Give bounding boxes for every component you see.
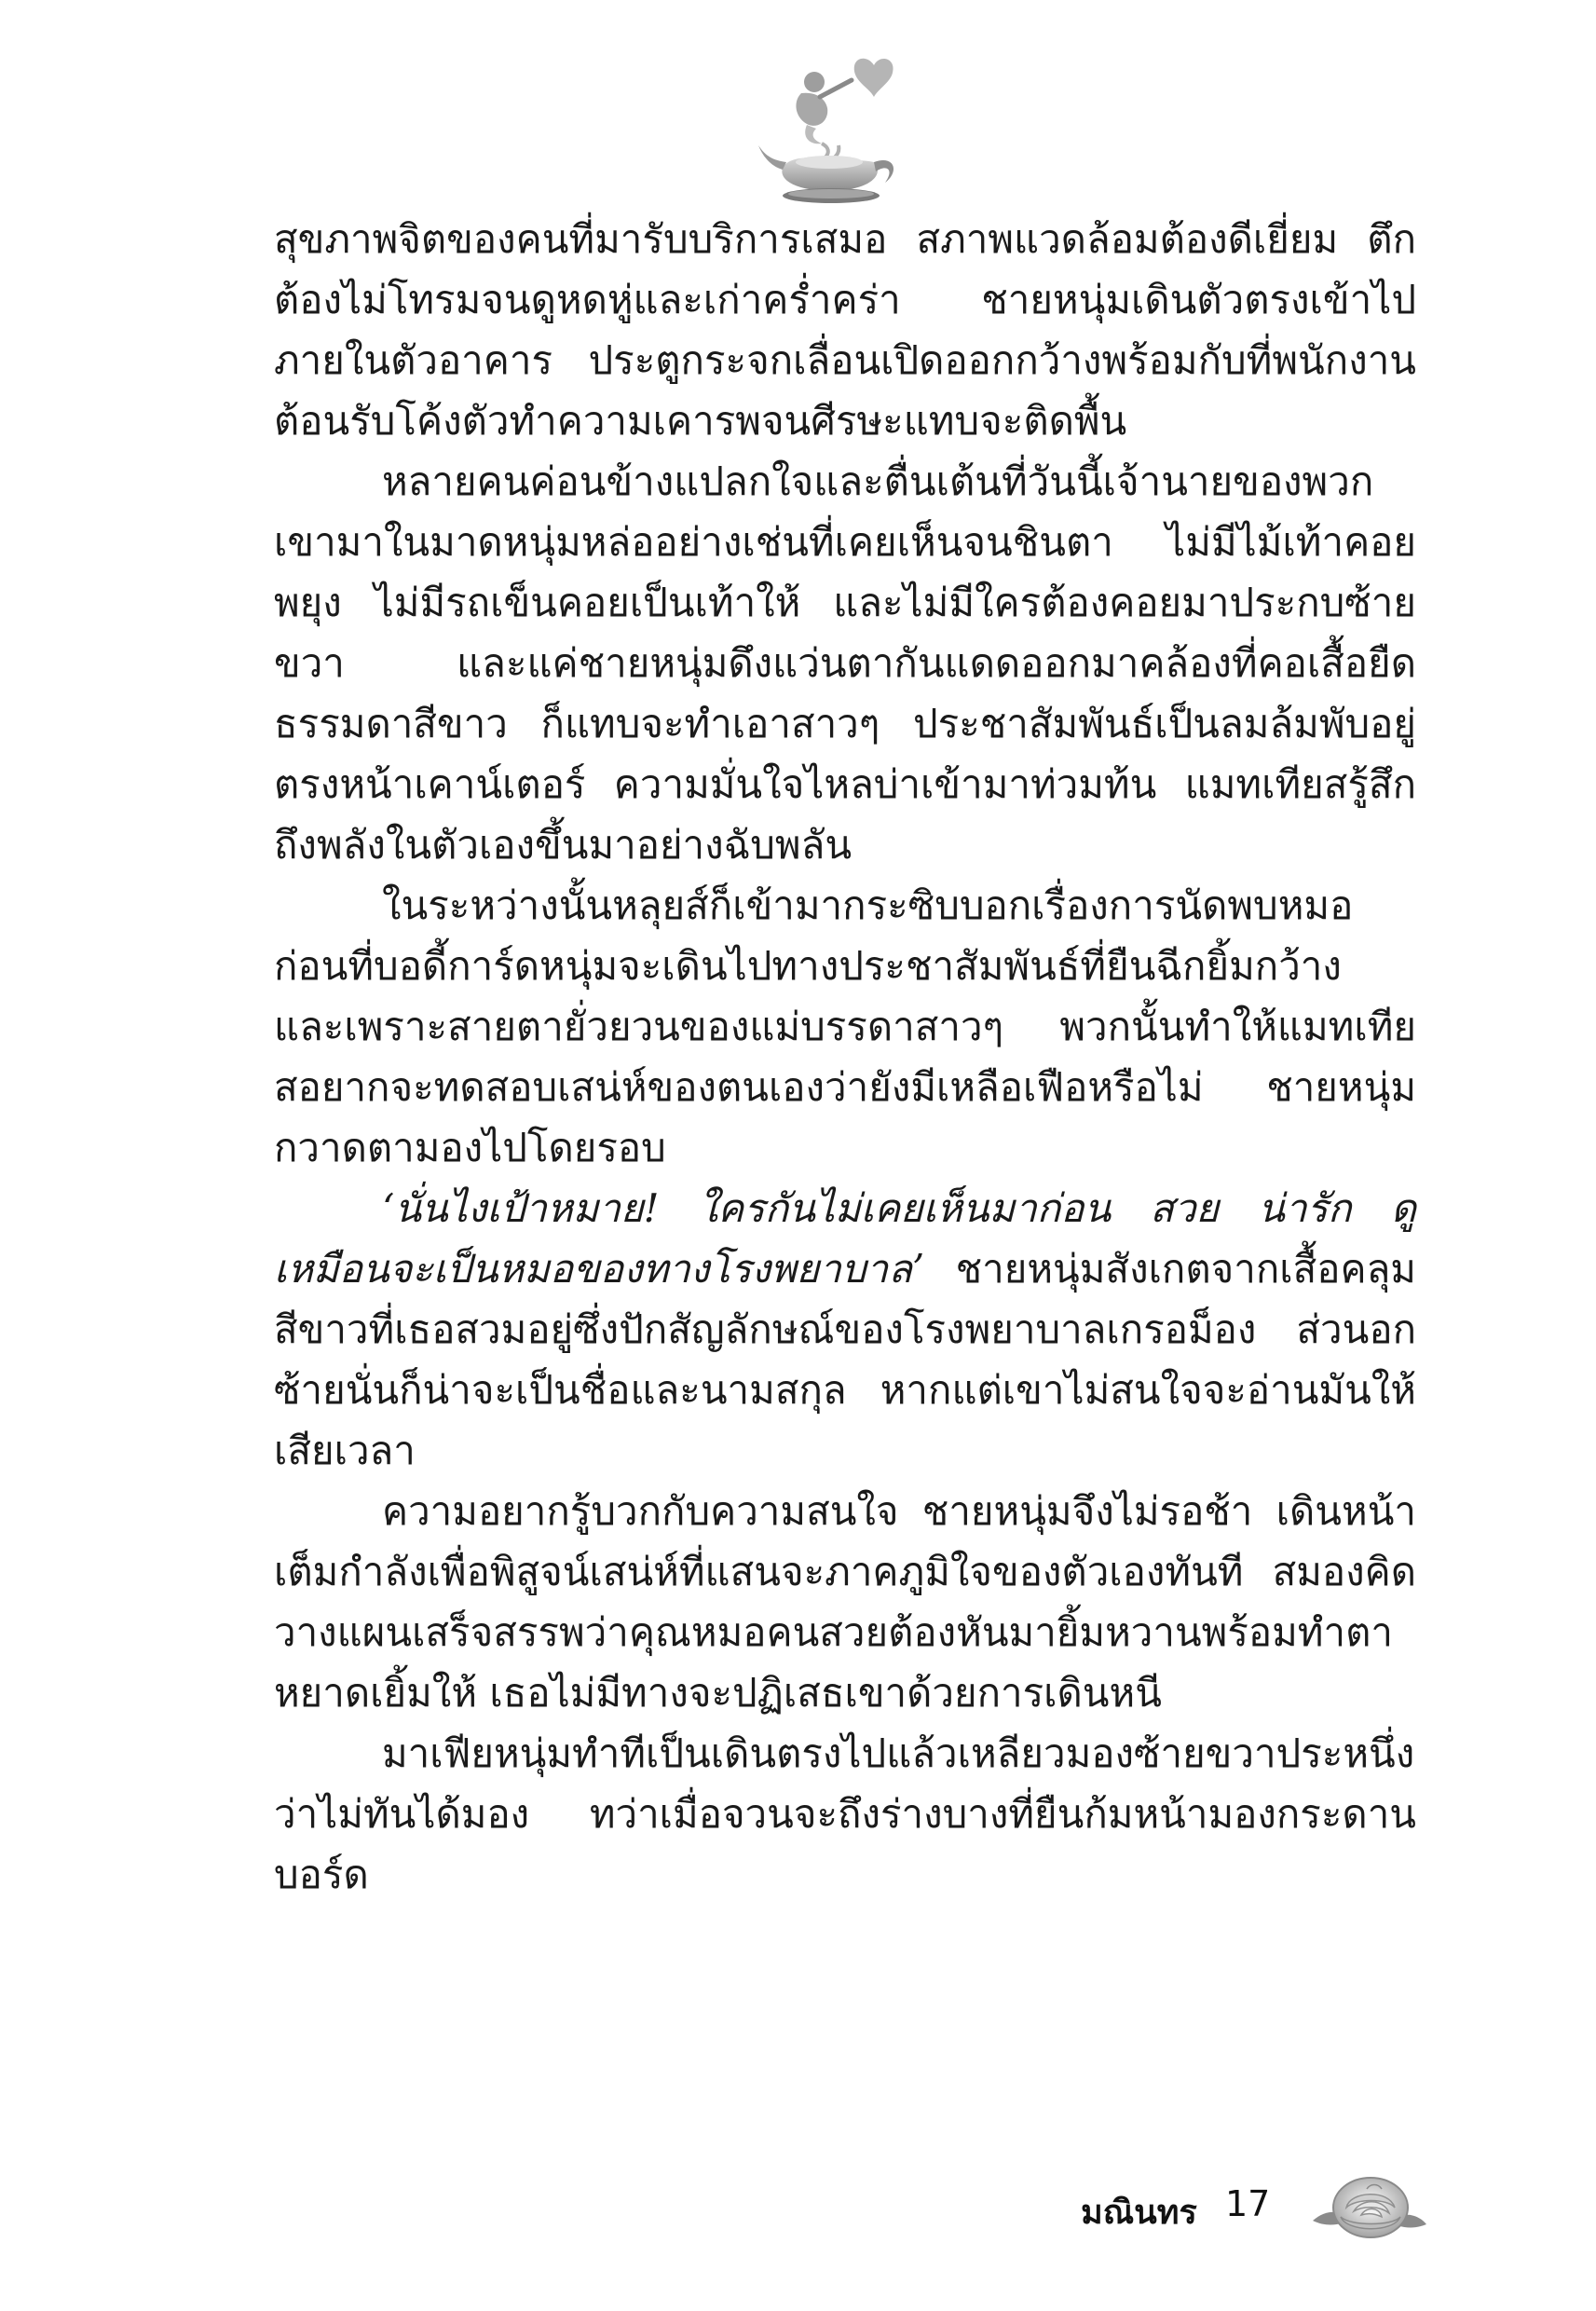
paragraph	[274, 1723, 1416, 1905]
paragraph-text: สุขภาพจิตของคนที่มารับบริการเสมอ สภาพแวดล้อมต้องดีเยี่ยม ตึกต้องไม่โทรมจนดูหดหู่และเก่าคร่ำคร่า ชายหนุ่มเดินตัวตรงเข้าไปภายในตัวอาคาร ประตูกระจกเลื่อนเปิดออกกว้างพร้อมกับที่พนักงานต้อนรับโค้งตัวทำความเคารพจนศีรษะแทบจะติดพื้น	[274, 216, 1416, 444]
body-text	[274, 209, 1416, 1905]
paragraph-text: ในระหว่างนั้นหลุยส์ก็เข้ามากระซิบบอกเรื่องการนัดพบหมอก่อนที่บอดี้การ์ดหนุ่มจะเดินไปทางประชาสัมพันธ์ที่ยืนฉีกยิ้มกว้าง และเพราะสายตายั่วยวนของแม่บรรดาสาวๆ พวกนั้นทำให้แมทเทียสอยากจะทดสอบเสน่ห์ของตนเองว่ายังมีเหลือเฟือหรือไม่ ชายหนุ่มกวาดตามองไปโดยรอบ	[274, 882, 1416, 1170]
paragraph	[274, 451, 1416, 875]
page-footer	[1053, 2167, 1425, 2250]
paragraph	[274, 1481, 1416, 1723]
inner-thought: ‘นั่นไงเป้าหมาย! ใครกันไม่เคยเห็นมาก่อน สวย น่ารัก ดูเหมือนจะเป็นหมอของทางโรงพยาบาล’	[274, 1185, 1416, 1292]
paragraph	[274, 209, 1416, 451]
paragraph-text: มาเฟียหนุ่มทำทีเป็นเดินตรงไปแล้วเหลียวมองซ้ายขวาประหนึ่งว่าไม่ทันได้มอง ทว่าเมื่อจวนจะถึงร่างบางที่ยืนก้มหน้ามองกระดานบอร์ด	[274, 1730, 1416, 1897]
paragraph	[274, 1178, 1416, 1481]
paragraph-text: ชายหนุ่มสังเกตจากเสื้อคลุมสีขาวที่เธอสวมอยู่ซึ่งปักสัญลักษณ์ของโรงพยาบาลเกรอม็อง ส่วนอกซ้ายนั่นก็น่าจะเป็นชื่อและนามสกุล หากแต่เขาไม่สนใจจะอ่านมันให้เสียเวลา	[274, 1246, 1416, 1473]
paragraph	[274, 875, 1416, 1178]
page-number: 17	[1225, 2183, 1271, 2224]
author-name: มณินทร	[1081, 2194, 1197, 2232]
paragraph-text: หลายคนค่อนข้างแปลกใจและตื่นเต้นที่วันนี้เจ้านายของพวกเขามาในมาดหนุ่มหล่ออย่างเช่นที่เคยเห็นจนชินตา ไม่มีไม้เท้าคอยพยุง ไม่มีรถเข็นคอยเป็นเท้าให้ และไม่มีใครต้องคอยมาประกบซ้ายขวา และแค่ชายหนุ่มดึงแว่นตากันแดดออกมาคล้องที่คอเสื้อยืดธรรมดาสีขาว ก็แทบจะทำเอาสาวๆ ประชาสัมพันธ์เป็นลมล้มพับอยู่ตรงหน้าเคาน์เตอร์ ความมั่นใจไหลบ่าเข้ามาท่วมท้น แมทเทียสรู้สึกถึงพลังในตัวเองขึ้นมาอย่างฉับพลัน	[274, 458, 1416, 868]
teapot-genie-cupid-icon	[755, 48, 913, 212]
rose-icon	[1309, 2170, 1430, 2245]
paragraph-text: ความอยากรู้บวกกับความสนใจ ชายหนุ่มจึงไม่รอช้า เดินหน้าเต็มกำลังเพื่อพิสูจน์เสน่ห์ที่แสนจะภาคภูมิใจของตัวเองทันที สมองคิดวางแผนเสร็จสรรพว่าคุณหมอคนสวยต้องหันมายิ้มหวานพร้อมทำตาหยาดเยิ้มให้ เธอไม่มีทางจะปฏิเสธเขาด้วยการเดินหนี	[274, 1488, 1416, 1716]
